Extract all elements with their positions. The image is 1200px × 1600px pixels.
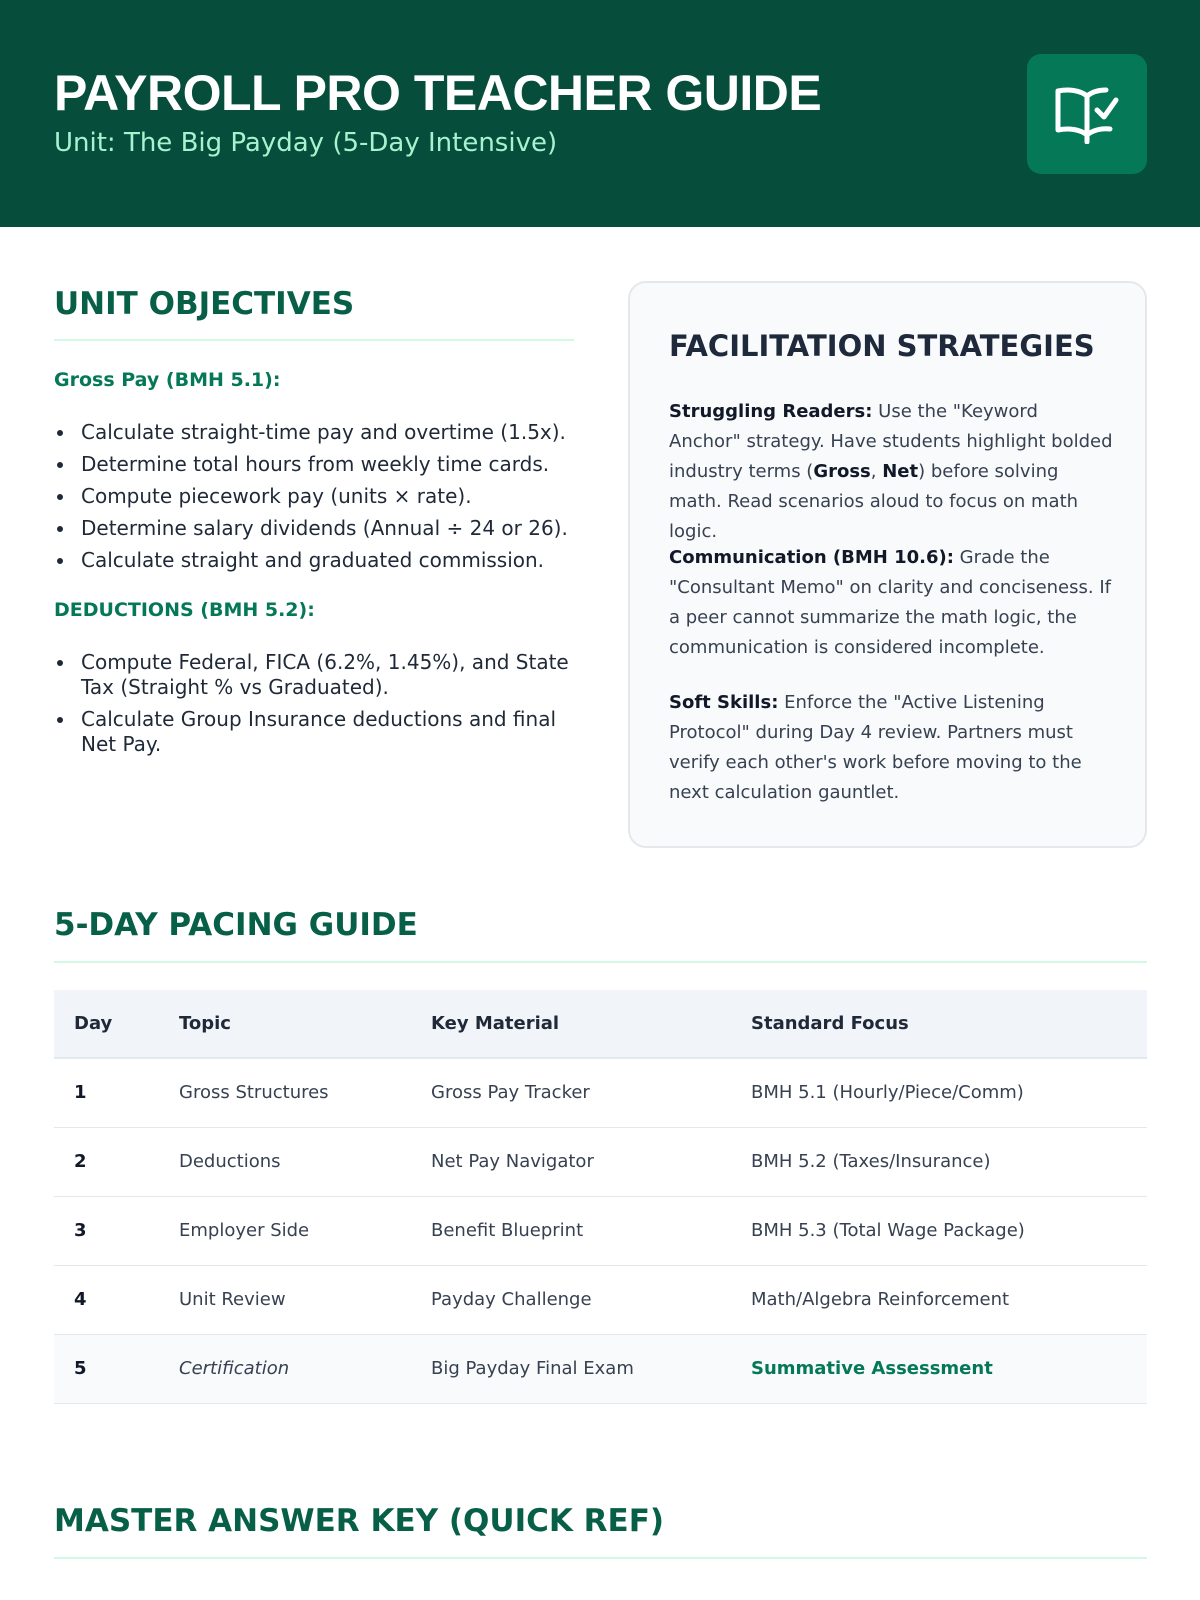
cell-material: Payday Challenge <box>411 1265 731 1334</box>
page-subtitle: Unit: The Big Payday (5-Day Intensive) <box>54 128 558 158</box>
objectives-heading: UNIT OBJECTIVES <box>54 286 355 322</box>
open-book-check-icon <box>1054 84 1120 144</box>
cell-focus: Summative Assessment <box>731 1334 1147 1403</box>
list-item: Compute Federal, FICA (6.2%, 1.45%), and State Tax (Straight % vs Graduated). <box>54 650 584 700</box>
table-row <box>54 1127 1147 1196</box>
cell-material: Benefit Blueprint <box>411 1196 731 1265</box>
cell-topic: Unit Review <box>159 1265 411 1334</box>
table-header-row <box>54 990 1147 1058</box>
cell-topic: Deductions <box>159 1127 411 1196</box>
list-item: Calculate straight-time pay and overtime (1.5x). <box>54 420 584 445</box>
strategy-label: Struggling Readers: <box>669 401 873 422</box>
cell-material: Net Pay Navigator <box>411 1127 731 1196</box>
cell-focus: BMH 5.1 (Hourly/Piece/Comm) <box>731 1058 1147 1127</box>
column-header-focus: Standard Focus <box>731 990 1147 1058</box>
column-header-topic: Topic <box>159 990 411 1058</box>
facilitation-card <box>628 281 1147 848</box>
deductions-label: DEDUCTIONS (BMH 5.2): <box>54 599 315 621</box>
cell-day: 3 <box>54 1196 159 1265</box>
cell-day: 1 <box>54 1058 159 1127</box>
gross-pay-label: Gross Pay (BMH 5.1): <box>54 369 281 391</box>
strategy-label: Communication (BMH 10.6): <box>669 547 954 568</box>
strategy-communication: Communication (BMH 10.6): Grade the "Consultant Memo" on clarity and conciseness. If a peer cannot summarize the math logic, the communication is considered incomplete. <box>669 547 1111 658</box>
answer-key-heading: MASTER ANSWER KEY (QUICK REF) <box>54 1503 665 1539</box>
cell-topic: Employer Side <box>159 1196 411 1265</box>
list-item: Compute piecework pay (units × rate). <box>54 484 584 509</box>
strategy-struggling-readers: Struggling Readers: Use the "Keyword Anchor" strategy. Have students highlight bolded industry terms (Gross, Net) before solving math. Read scenarios aloud to focus on math logic. <box>669 401 1113 542</box>
list-item: Determine salary dividends (Annual ÷ 24 or 26). <box>54 516 584 541</box>
pacing-heading: 5-DAY PACING GUIDE <box>54 907 418 943</box>
page-title: PAYROLL PRO TEACHER GUIDE <box>54 65 822 121</box>
cell-topic: Certification <box>159 1334 411 1403</box>
cell-focus: BMH 5.2 (Taxes/Insurance) <box>731 1127 1147 1196</box>
column-header-material: Key Material <box>411 990 731 1058</box>
cell-day: 4 <box>54 1265 159 1334</box>
strategy-soft-skills: Soft Skills: Enforce the "Active Listening Protocol" during Day 4 review. Partners must verify each other's work before moving to the next calculation gauntlet. <box>669 692 1082 803</box>
answer-key-divider <box>54 1557 1147 1559</box>
cell-material: Big Payday Final Exam <box>411 1334 731 1403</box>
list-item: Determine total hours from weekly time cards. <box>54 452 584 477</box>
cell-material: Gross Pay Tracker <box>411 1058 731 1127</box>
cell-day: 2 <box>54 1127 159 1196</box>
table-row <box>54 1334 1147 1403</box>
pacing-table <box>54 990 1147 1404</box>
table-row <box>54 1058 1147 1127</box>
header-badge <box>1027 54 1147 174</box>
table-row <box>54 1196 1147 1265</box>
objectives-divider <box>54 339 574 341</box>
deductions-list <box>54 650 584 757</box>
column-header-day: Day <box>54 990 159 1058</box>
list-item: Calculate straight and graduated commission. <box>54 548 584 573</box>
table-row <box>54 1265 1147 1334</box>
cell-focus: Math/Algebra Reinforcement <box>731 1265 1147 1334</box>
page-header <box>0 0 1200 227</box>
cell-focus: BMH 5.3 (Total Wage Package) <box>731 1196 1147 1265</box>
cell-topic: Gross Structures <box>159 1058 411 1127</box>
strategies-heading: FACILITATION STRATEGIES <box>669 329 1095 363</box>
strategy-label: Soft Skills: <box>669 692 779 713</box>
gross-pay-list <box>54 420 584 573</box>
pacing-divider <box>54 961 1147 963</box>
list-item: Calculate Group Insurance deductions and final Net Pay. <box>54 707 584 757</box>
cell-day: 5 <box>54 1334 159 1403</box>
